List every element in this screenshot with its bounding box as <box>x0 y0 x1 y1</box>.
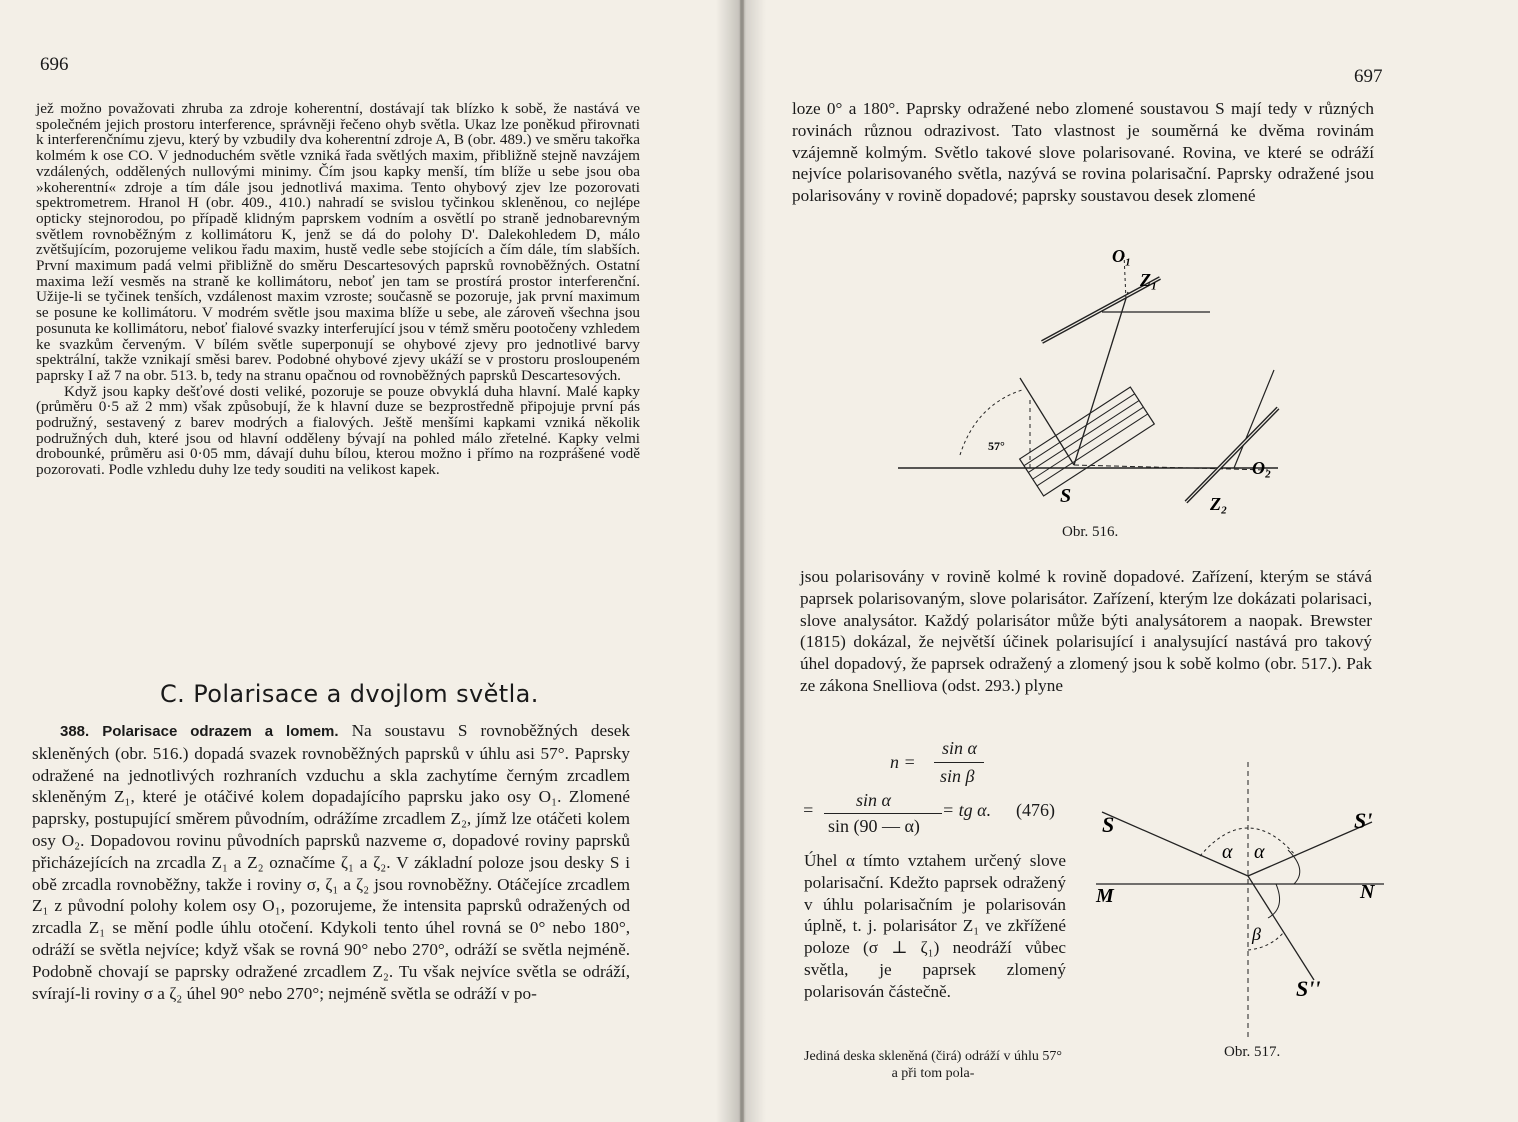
fraction-bar <box>934 762 984 763</box>
right-body-bottom <box>804 850 1066 1003</box>
right-body-top <box>792 98 1374 207</box>
label-n: N <box>1360 881 1375 903</box>
formula-den1: sin β <box>940 766 975 786</box>
label-m: M <box>1096 885 1114 907</box>
label-s: S <box>1102 812 1115 837</box>
footnote: Jediná deska skleněná (čirá) odráží v úhlu 57° a při tom pola- <box>804 1049 1062 1081</box>
article-number: 388. <box>60 723 90 740</box>
figure-516-caption: Obr. 516. <box>1062 524 1119 540</box>
label-angle: 57° <box>988 439 1005 453</box>
paragraph: loze 0° a 180°. Paprsky odražené nebo zlomené soustavou S mají tedy v různých rovinách různou odrazivost. Tato vlastnost je souměrná ke dvěma rovinám vzájemně kolmým. Světlo takové slove polarisované. Rovina, ve které se odráží nejvíce polarisovaného světla, nazývá se rovina polarisační. Paprsky odražené jsou polarisovány v rovině dopadové; paprsky soustavou desek zlomené <box>792 99 1374 206</box>
section-title: C. Polarisace a dvojlom světla. <box>160 680 539 708</box>
paragraph: Když jsou kapky dešťové dosti veliké, pozoruje se pouze obvyklá duha hlavní. Malé kapky (průměru 0·5 až 2 mm) však způsobují, že k hlavní duze se bezprostředně připojuje první pás podružný, sestavený z barev modrých a fialových. Ještě menšími kapkami vzniká několik podružných duh, které jsou od hlavní odděleny bývají na pohled málo zřetelné. Kapky velmi drobounké, průměru asi 0·05 mm, dávají duhu bílou, kterou možno i přímo na rozprášené vodě pozorovati. Podle vzhledu duhy lze tedy souditi na velikost kapek. <box>36 382 640 479</box>
equation-number: (476) <box>1016 800 1055 820</box>
figure-517-caption: Obr. 517. <box>1224 1044 1281 1060</box>
figure-517 <box>1088 760 1388 1050</box>
formula-lhs: n = <box>890 752 916 772</box>
label-o1: O₁ <box>1112 246 1132 266</box>
label-z1: Z₁ <box>1140 270 1158 290</box>
left-body-top <box>36 101 640 478</box>
formula-num1: sin α <box>942 738 977 758</box>
label-z2: Z₂ <box>1210 494 1228 514</box>
paragraph-text: Na soustavu S rovnoběžných desek skleněných (obr. 516.) dopadá svazek rovnoběžných paprsků v úhlu asi 57°. Paprsky odražené na jednotlivých rozhraních vzduchu a skla zachytíme černým zrcadlem skleněným Z₁, které je otáčivé kolem dopadajícího paprsku jako osy O₁. Zlomené paprsky, postupující směrem původním, odrážíme zrcadlem Z₂, jímž lze otáčeti kolem osy O₂. Dopadovou rovinu původních paprsků nazveme σ, dopadové roviny paprsků přicházejících na zrcadla Z₁ a Z₂ označíme ζ₁ a ζ₂. V základní poloze jsou desky S i obě zrcadla rovnoběžny, takže i roviny σ, ζ₁ a ζ₂ jsou rovnoběžny. Otáčejíce zrcadlem Z₁ z původní polohy kolem osy O₁, pozorujeme, že intensita paprsků odražených od zrcadla Z₁ se mění podle úhlu otočení. Kdykoli tento úhel rovná se 0° nebo 180°, odráží se světla nejvíce; když však se rovná 90° nebo 270°, odráží se světla nejméně. Podobně chovají se paprsky odražené zrcadlem Z₂. Tu však nejvíce světla se odráží, svírají-li roviny σ a ζ₂ úhel 90° nebo 270°; nejméně světla se odráží v po- <box>32 721 631 1003</box>
left-body-bottom <box>32 720 630 1004</box>
formula-num2: sin α <box>856 790 891 810</box>
left-page <box>0 0 740 1122</box>
right-body-mid <box>800 566 1372 697</box>
label-beta: β <box>1252 924 1261 944</box>
right-page <box>744 0 1518 1122</box>
formula-eq: = <box>802 800 815 820</box>
page-number: 696 <box>40 54 69 75</box>
page-number: 697 <box>1354 66 1383 87</box>
label-s-double-prime: S'' <box>1296 976 1321 1001</box>
label-alpha-right: α <box>1254 841 1265 863</box>
fraction-bar <box>824 813 942 814</box>
label-s: S <box>1060 485 1072 507</box>
article-heading: Polarisace odrazem a lomem. <box>102 723 339 740</box>
glass-plates-stack <box>1020 387 1155 496</box>
paragraph: jež možno považovati zhruba za zdroje koherentní, dostávají tak blízko k sobě, že nastává ve společném jejich prostoru interference, správněji řečeno ohyb světla. Ukaz lze poněkud přirovnati k interferenčnímu zjevu, který by vzbudily dva koherentní zdroje A, B (obr. 489.) ve směru takořka kolmém k ose CO. V jednoduchém světle vzniká řada světlých maxim, přibližně stejně navzájem vzdálených, oddělených nullovými minimy. Čím jsou kapky menší, tím blíže u sebe jsou oba »koherentní« zdroje a tím dále jsou jednotlivá maxima. Tento ohybový zjev lze pozorovati spektrometrem. Hranol H (obr. 409., 410.) nahradí se svislou tyčinkou skleněnou, co nejlépe opticky stejnorodou, po případě klidným paprskem vodním a osvětlí po straně jednobarevným světlem rovnoběžným z kollimátoru K, jenž se dá do polohy D'. Dalekohledem D, málo zvětšujícím, pozorujeme velikou řadu maxim, hustě vedle sebe stojících a čím dále, tím slabších. První maximum padá velmi přibližně do směru Descartesových paprsků rovnoběžných. Ostatní maxima leží vesměs na straně ke kollimátoru, neboť jen tam se prostírá prostor interferenční. Užije-li se tyčinek tenších, vzdálenost maxim vzroste; současně se pozoruje, jak první maximum se posune ke kollimátoru. V modrém světle jsou maxima blíže u sebe, ale zároveň všechna jsou posunuta ke kollimátoru, neboť fialové svazky interferující jsou v témž směru pootočeny vzhledem ke svazkům červeným. V bílém světle superponují se ohybové zjevy pro jednotlivé barvy spektrální, takže vznikají směsi barev. Podobné ohybové zjevy ukáží se v prostoru prosloupeném paprsky I až 7 na obr. 513. b, tedy na stranu opačnou od rovnoběžných paprsků Descartesových. <box>36 100 640 384</box>
formula-den2: sin (90 — α) <box>828 816 920 836</box>
label-o2: O₂ <box>1252 458 1272 478</box>
label-s-prime: S' <box>1354 808 1373 833</box>
paragraph <box>32 720 630 1004</box>
paragraph: Úhel α tímto vztahem určený slove polarisační. Kdežto paprsek odražený v úhlu polarisačním je polarisován úplně, t. j. polarisátor Z₁ ve zkřížené poloze (σ ⊥ ζ₁) neodráží vůbec světla, je paprsek zlomený polarisován částečně. <box>804 851 1066 1001</box>
paragraph: jsou polarisovány v rovině kolmé k rovině dopadové. Zařízení, kterým se stává paprsek polarisovaným, slove polarisátor. Zařízení, kterým lze dokázati polarisaci, slove analysátor. Každý polarisátor může býti analysátorem a naopak. Brewster (1815) dokázal, že největší účinek polarisující i analysující nastává pro takový úhel dopadový, že paprsek odražený a zlomený jsou k sobě kolmo (obr. 517.). Pak ze zákona Snelliova (odst. 293.) plyne <box>800 567 1372 695</box>
label-alpha-left: α <box>1222 841 1233 863</box>
figure-516 <box>890 240 1310 530</box>
formula-rhs: = tg α. <box>942 800 992 820</box>
